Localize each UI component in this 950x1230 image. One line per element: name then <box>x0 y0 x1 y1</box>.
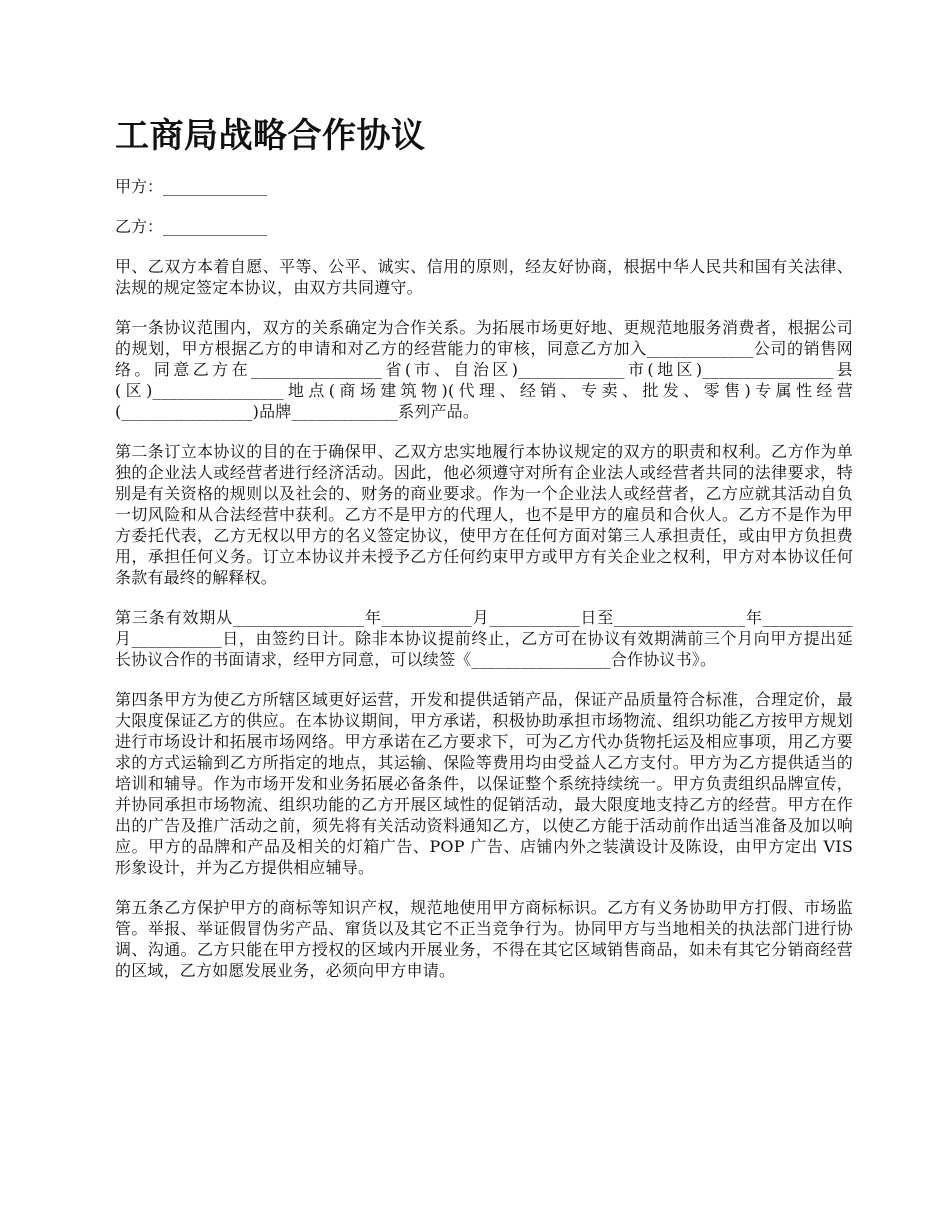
document-page <box>115 112 853 1000</box>
article-1-paragraph: 第一条协议范围内，双方的关系确定为合作关系。为拓展市场更好地、更规范地服务消费者，根据公司的规划，甲方根据乙方的申请和对乙方的经营能力的审核，同意乙方加入_____________公司的销售网络。同意乙方在________________省(市、自治区)_____________市(地区)________________县(区)________________地点(商场建筑物)(代理、经销、专卖、批发、零售)专属性经营(________________)品牌_____________系列产品。 <box>115 318 853 421</box>
document-title: 工商局战略合作协议 <box>115 116 426 156</box>
article-4-paragraph: 第四条甲方为使乙方所辖区域更好运营，开发和提供适销产品，保证产品质量符合标准，合理定价，最大限度保证乙方的供应。在本协议期间，甲方承诺，积极协助承担市场物流、组织功能乙方按甲方规划进行市场设计和拓展市场网络。甲方承诺在乙方要求下，可为乙方代办货物托运及相应事项，用乙方要求的方式运输到乙方所指定的地点，其运输、保险等费用均由受益人乙方支付。甲方为乙方提供适当的培训和辅导。作为市场开发和业务拓展必备条件，以保证整个系统持续统一。甲方负责组织品牌宣传，并协同承担市场物流、组织功能的乙方开展区域性的促销活动，最大限度地支持乙方的经营。甲方在作出的广告及推广活动之前，须先将有关活动资料通知乙方，以使乙方能于活动前作出适当准备及加以响应。甲方的品牌和产品及相关的灯箱广告、POP 广告、店铺内外之装潢设计及陈设，由甲方定出 VIS 形象设计，并为乙方提供相应辅导。 <box>115 690 853 877</box>
intro-paragraph: 甲、乙双方本着自愿、平等、公平、诚实、信用的原则，经友好协商，根据中华人民共和国有关法律、法规的规定签定本协议，由双方共同遵守。 <box>115 257 853 297</box>
party-a-line: 甲方：_____________ <box>115 177 268 196</box>
party-b-line: 乙方：_____________ <box>115 217 268 236</box>
article-5-paragraph: 第五条乙方保护甲方的商标等知识产权，规范地使用甲方商标标识。乙方有义务协助甲方打假、市场监管。举报、举证假冒伪劣产品、窜货以及其它不正当竞争行为。协同甲方与当地相关的执法部门进行协调、沟通。乙方只能在甲方授权的区域内开展业务，不得在其它区域销售商品，如未有其它分销商经营的区域，乙方如愿发展业务，必须向甲方申请。 <box>115 898 853 980</box>
article-3-paragraph: 第三条有效期从________________年___________月___________日至________________年___________月___________日，由签约日计。除非本协议提前终止，乙方可在协议有效期满前三个月向甲方提出延长协议合作的书面请求，经甲方同意，可以续签《_________________合作协议书》。 <box>115 608 853 669</box>
article-2-paragraph: 第二条订立本协议的目的在于确保甲、乙双方忠实地履行本协议规定的双方的职责和权利。乙方作为单独的企业法人或经营者进行经济活动。因此，他必须遵守对所有企业法人或经营者共同的法律要求，特别是有关资格的规则以及社会的、财务的商业要求。作为一个企业法人或经营者，乙方应就其活动自负一切风险和从合法经营中获利。乙方不是甲方的代理人，也不是甲方的雇员和合伙人。乙方不是作为甲方委托代表，乙方无权以甲方的名义签定协议，使甲方在任何方面对第三人承担责任，或由甲方负担费用，承担任何义务。订立本协议并未授予乙方任何约束甲方或甲方有关企业之权利，甲方对本协议任何条款有最终的解释权。 <box>115 442 853 587</box>
